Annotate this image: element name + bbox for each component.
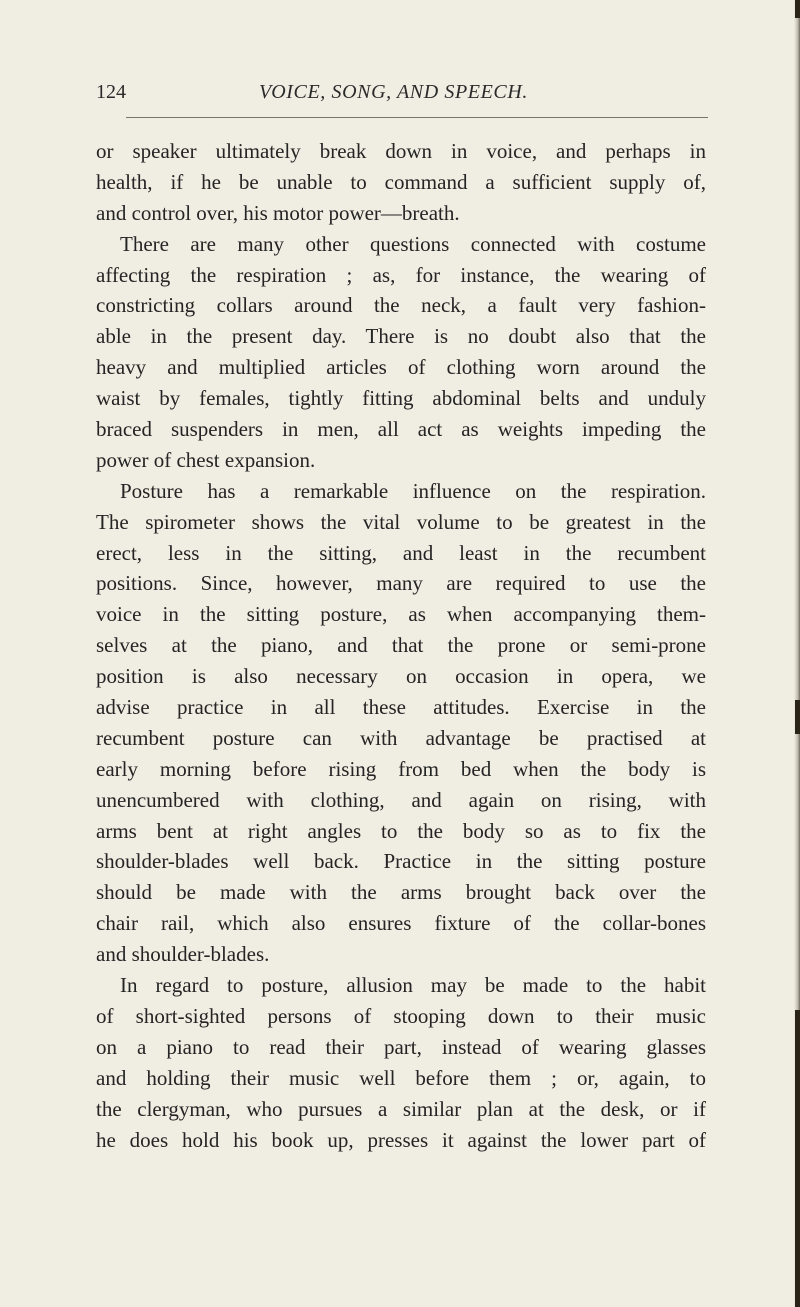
page-edge-mark: [795, 1010, 800, 1307]
text-line: able in the present day. There is no doubt also that the: [96, 324, 706, 349]
text-line: waist by females, tightly fitting abdominal belts and unduly: [96, 386, 706, 411]
text-line: heavy and multiplied articles of clothing worn around the: [96, 355, 706, 380]
body-text: [96, 136, 706, 1155]
page-header: [96, 80, 708, 112]
text-line: of short-sighted persons of stooping down to their music: [96, 1003, 706, 1028]
page-number: 124: [96, 81, 126, 103]
text-line: selves at the piano, and that the prone or semi-prone: [96, 633, 706, 658]
running-title: VOICE, SONG, AND SPEECH.: [259, 81, 528, 103]
text-line: braced suspenders in men, all act as weights impeding the: [96, 417, 706, 442]
page-edge-mark: [795, 0, 800, 18]
text-line: The spirometer shows the vital volume to be greatest in the: [96, 509, 706, 534]
text-line: shoulder-blades well back. Practice in the sitting posture: [96, 849, 706, 874]
text-line: on a piano to read their part, instead of wearing glasses: [96, 1034, 706, 1059]
text-line: In regard to posture, allusion may be made to the habit: [120, 973, 706, 998]
text-line: unencumbered with clothing, and again on rising, with: [96, 787, 706, 812]
text-line: voice in the sitting posture, as when accompanying them-: [96, 602, 706, 627]
text-line: health, if he be unable to command a sufficient supply of,: [96, 169, 706, 194]
text-line: and shoulder-blades.: [96, 942, 270, 967]
text-line: the clergyman, who pursues a similar plan at the desk, or if: [96, 1096, 706, 1121]
text-line: he does hold his book up, presses it against the lower part of: [96, 1127, 706, 1152]
text-line: erect, less in the sitting, and least in the recumbent: [96, 540, 706, 565]
text-line: advise practice in all these attitudes. Exercise in the: [96, 695, 706, 720]
text-line: constricting collars around the neck, a fault very fashion-: [96, 293, 706, 318]
text-line: early morning before rising from bed when the body is: [96, 756, 706, 781]
text-line: affecting the respiration ; as, for instance, the wearing of: [96, 262, 706, 287]
text-line: and control over, his motor power—breath.: [96, 200, 460, 225]
text-line: recumbent posture can with advantage be practised at: [96, 725, 706, 750]
text-line: power of chest expansion.: [96, 447, 316, 472]
text-line: position is also necessary on occasion in opera, we: [96, 664, 706, 689]
text-line: chair rail, which also ensures fixture of the collar-bones: [96, 911, 706, 936]
header-rule: [126, 117, 708, 118]
page-edge-mark: [795, 700, 800, 734]
text-line: positions. Since, however, many are required to use the: [96, 571, 706, 596]
text-line: There are many other questions connected with costume: [120, 231, 706, 256]
text-line: arms bent at right angles to the body so as to fix the: [96, 818, 706, 843]
text-line: Posture has a remarkable influence on the respiration.: [120, 478, 706, 503]
text-line: and holding their music well before them ; or, again, to: [96, 1065, 706, 1090]
text-line: or speaker ultimately break down in voice, and perhaps in: [96, 139, 706, 163]
text-line: should be made with the arms brought back over the: [96, 880, 706, 905]
